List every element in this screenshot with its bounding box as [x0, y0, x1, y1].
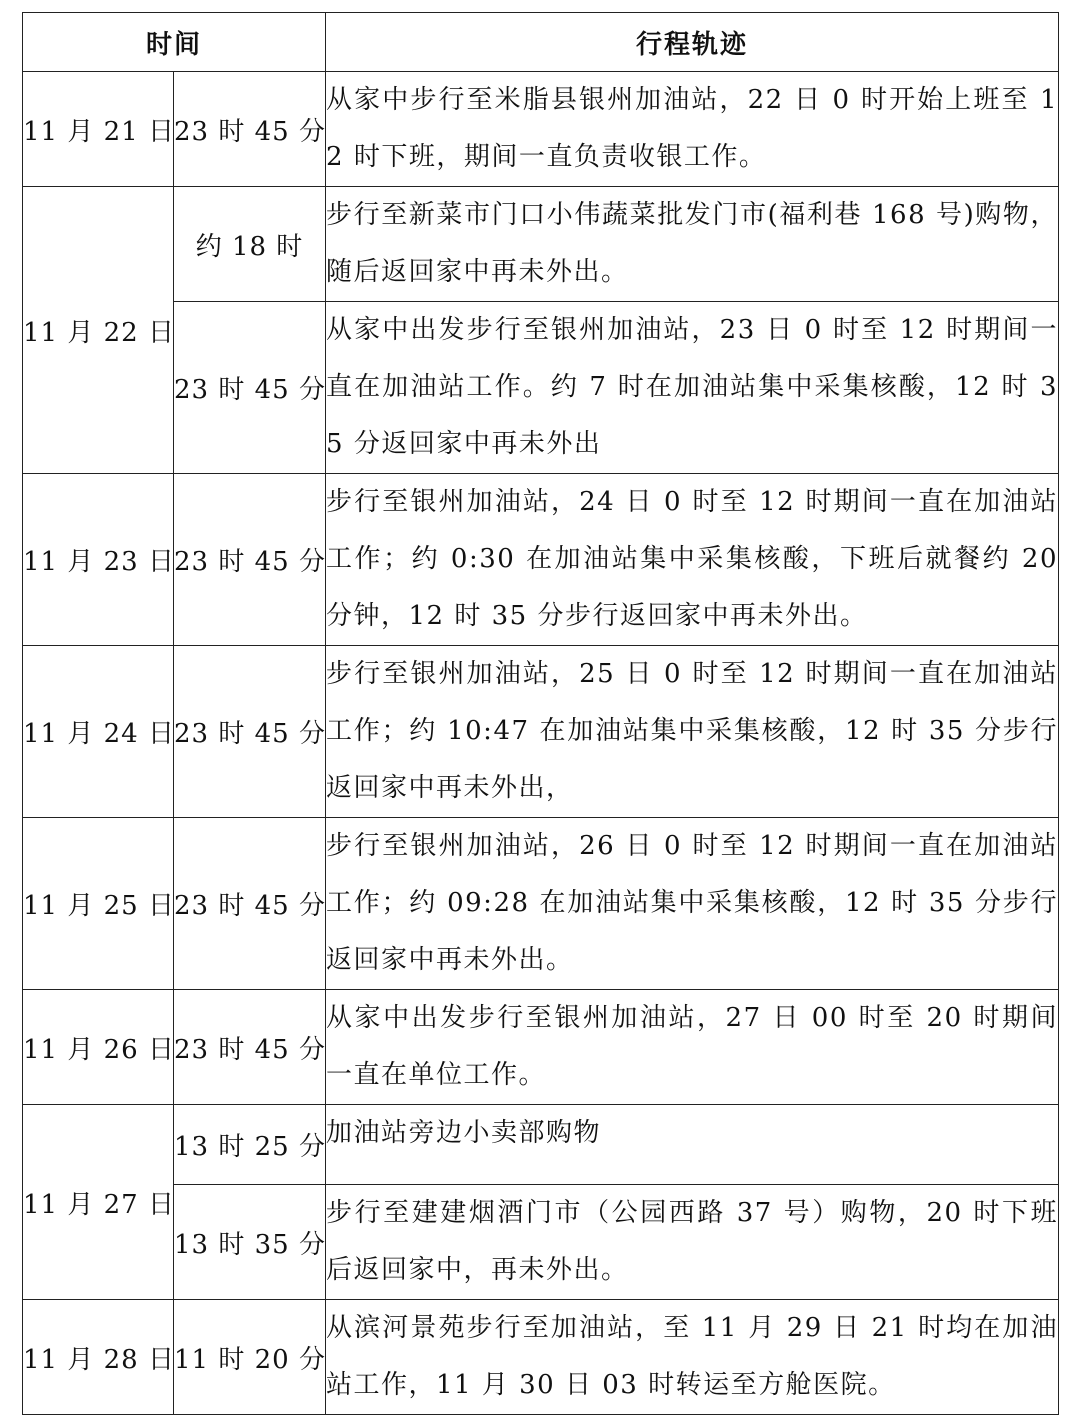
table-row	[23, 474, 1059, 646]
table-row	[23, 1105, 1059, 1185]
date-cell: 11 月 25 日	[23, 818, 174, 990]
table-row	[23, 187, 1059, 302]
date-cell: 11 月 26 日	[23, 990, 174, 1105]
time-cell: 23 时 45 分	[174, 72, 326, 187]
table-row	[23, 1185, 1059, 1300]
trail-cell: 从家中步行至米脂县银州加油站，22 日 0 时开始上班至 12 时下班，期间一直负责收银工作。	[326, 72, 1059, 187]
trail-cell: 步行至银州加油站，24 日 0 时至 12 时期间一直在加油站工作；约 0:30 在加油站集中采集核酸，下班后就餐约 20 分钟，12 时 35 分步行返回家中再未外出。	[326, 474, 1059, 646]
header-time: 时间	[23, 13, 326, 72]
time-cell: 13 时 25 分	[174, 1105, 326, 1185]
trail-cell: 步行至银州加油站，25 日 0 时至 12 时期间一直在加油站工作；约 10:47 在加油站集中采集核酸，12 时 35 分步行返回家中再未外出，	[326, 646, 1059, 818]
table-row	[23, 990, 1059, 1105]
header-trail: 行程轨迹	[326, 13, 1059, 72]
time-cell: 23 时 45 分	[174, 302, 326, 474]
trail-cell: 步行至新菜市门口小伟蔬菜批发门市(福利巷 168 号)购物，随后返回家中再未外出。	[326, 187, 1059, 302]
trail-cell: 从家中出发步行至银州加油站，23 日 0 时至 12 时期间一直在加油站工作。约 7 时在加油站集中采集核酸，12 时 35 分返回家中再未外出	[326, 302, 1059, 474]
time-cell: 23 时 45 分	[174, 818, 326, 990]
time-cell: 23 时 45 分	[174, 990, 326, 1105]
trail-cell: 加油站旁边小卖部购物	[326, 1105, 1059, 1185]
header-row	[23, 13, 1059, 72]
table-row	[23, 302, 1059, 474]
date-cell: 11 月 27 日	[23, 1105, 174, 1300]
table-row	[23, 818, 1059, 990]
itinerary-table	[22, 12, 1059, 1415]
time-cell: 约 18 时	[174, 187, 326, 302]
date-cell: 11 月 22 日	[23, 187, 174, 474]
table-row	[23, 646, 1059, 818]
time-cell: 23 时 45 分	[174, 646, 326, 818]
date-cell: 11 月 24 日	[23, 646, 174, 818]
trail-cell: 步行至建建烟酒门市（公园西路 37 号）购物，20 时下班后返回家中，再未外出。	[326, 1185, 1059, 1300]
trail-cell: 从家中出发步行至银州加油站，27 日 00 时至 20 时期间一直在单位工作。	[326, 990, 1059, 1105]
time-cell: 13 时 35 分	[174, 1185, 326, 1300]
table-row	[23, 72, 1059, 187]
date-cell: 11 月 23 日	[23, 474, 174, 646]
date-cell: 11 月 28 日	[23, 1300, 174, 1415]
trail-cell: 从滨河景苑步行至加油站，至 11 月 29 日 21 时均在加油站工作，11 月 30 日 03 时转运至方舱医院。	[326, 1300, 1059, 1415]
time-cell: 11 时 20 分	[174, 1300, 326, 1415]
table-row	[23, 1300, 1059, 1415]
trail-cell: 步行至银州加油站，26 日 0 时至 12 时期间一直在加油站工作；约 09:28 在加油站集中采集核酸，12 时 35 分步行返回家中再未外出。	[326, 818, 1059, 990]
time-cell: 23 时 45 分	[174, 474, 326, 646]
date-cell: 11 月 21 日	[23, 72, 174, 187]
